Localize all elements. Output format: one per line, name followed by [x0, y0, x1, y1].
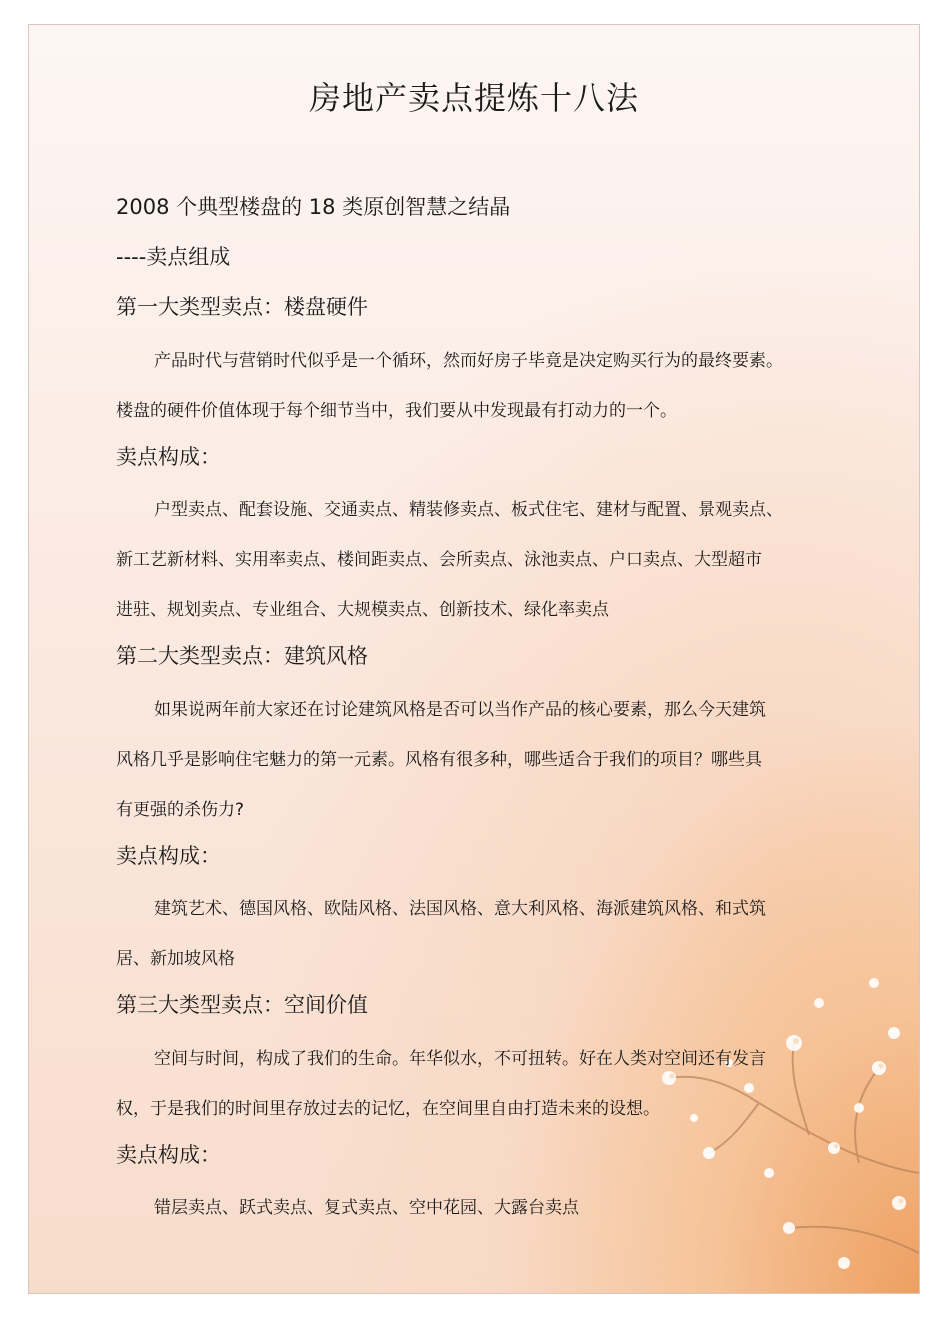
- intro-line: 2008 个典型楼盘的 18 类原创智慧之结晶: [116, 195, 511, 219]
- section-heading: 第二大类型卖点：建筑风格: [116, 644, 368, 668]
- section-description-line: 楼盘的硬件价值体现于每个细节当中，我们要从中发现最有打动力的一个。: [116, 401, 677, 421]
- composition-items-line: 错层卖点、跃式卖点、复式卖点、空中花园、大露台卖点: [154, 1198, 579, 1218]
- composition-label: 卖点构成：: [116, 844, 221, 868]
- composition-items-line: 进驻、规划卖点、专业组合、大规模卖点、创新技术、绿化率卖点: [116, 600, 609, 620]
- document-page: [28, 24, 920, 1294]
- section-description-line: 空间与时间，构成了我们的生命。年华似水，不可扭转。好在人类对空间还有发言: [154, 1049, 766, 1069]
- intro-subline: ----卖点组成: [116, 245, 231, 269]
- composition-items-line: 新工艺新材料、实用率卖点、楼间距卖点、会所卖点、泳池卖点、户口卖点、大型超市: [116, 550, 762, 570]
- blossom-branch-decoration: [559, 873, 919, 1293]
- document-title: 房地产卖点提炼十八法: [308, 79, 639, 117]
- composition-label: 卖点构成：: [116, 445, 221, 469]
- composition-items-line: 建筑艺术、德国风格、欧陆风格、法国风格、意大利风格、海派建筑风格、和式筑: [154, 899, 766, 919]
- composition-label: 卖点构成：: [116, 1143, 221, 1167]
- section-description-line: 有更强的杀伤力?: [116, 800, 245, 820]
- section-heading: 第一大类型卖点：楼盘硬件: [116, 295, 368, 319]
- section-description-line: 风格几乎是影响住宅魅力的第一元素。风格有很多种，哪些适合于我们的项目？哪些具: [116, 750, 762, 770]
- section-description-line: 产品时代与营销时代似乎是一个循环，然而好房子毕竟是决定购买行为的最终要素。: [154, 351, 783, 371]
- section-description-line: 权，于是我们的时间里存放过去的记忆，在空间里自由打造未来的设想。: [116, 1099, 660, 1119]
- composition-items-line: 户型卖点、配套设施、交通卖点、精装修卖点、板式住宅、建材与配置、景观卖点、: [154, 500, 783, 520]
- section-description-line: 如果说两年前大家还在讨论建筑风格是否可以当作产品的核心要素，那么今天建筑: [154, 700, 766, 720]
- composition-items-line: 居、新加坡风格: [116, 949, 235, 969]
- section-heading: 第三大类型卖点：空间价值: [116, 993, 368, 1017]
